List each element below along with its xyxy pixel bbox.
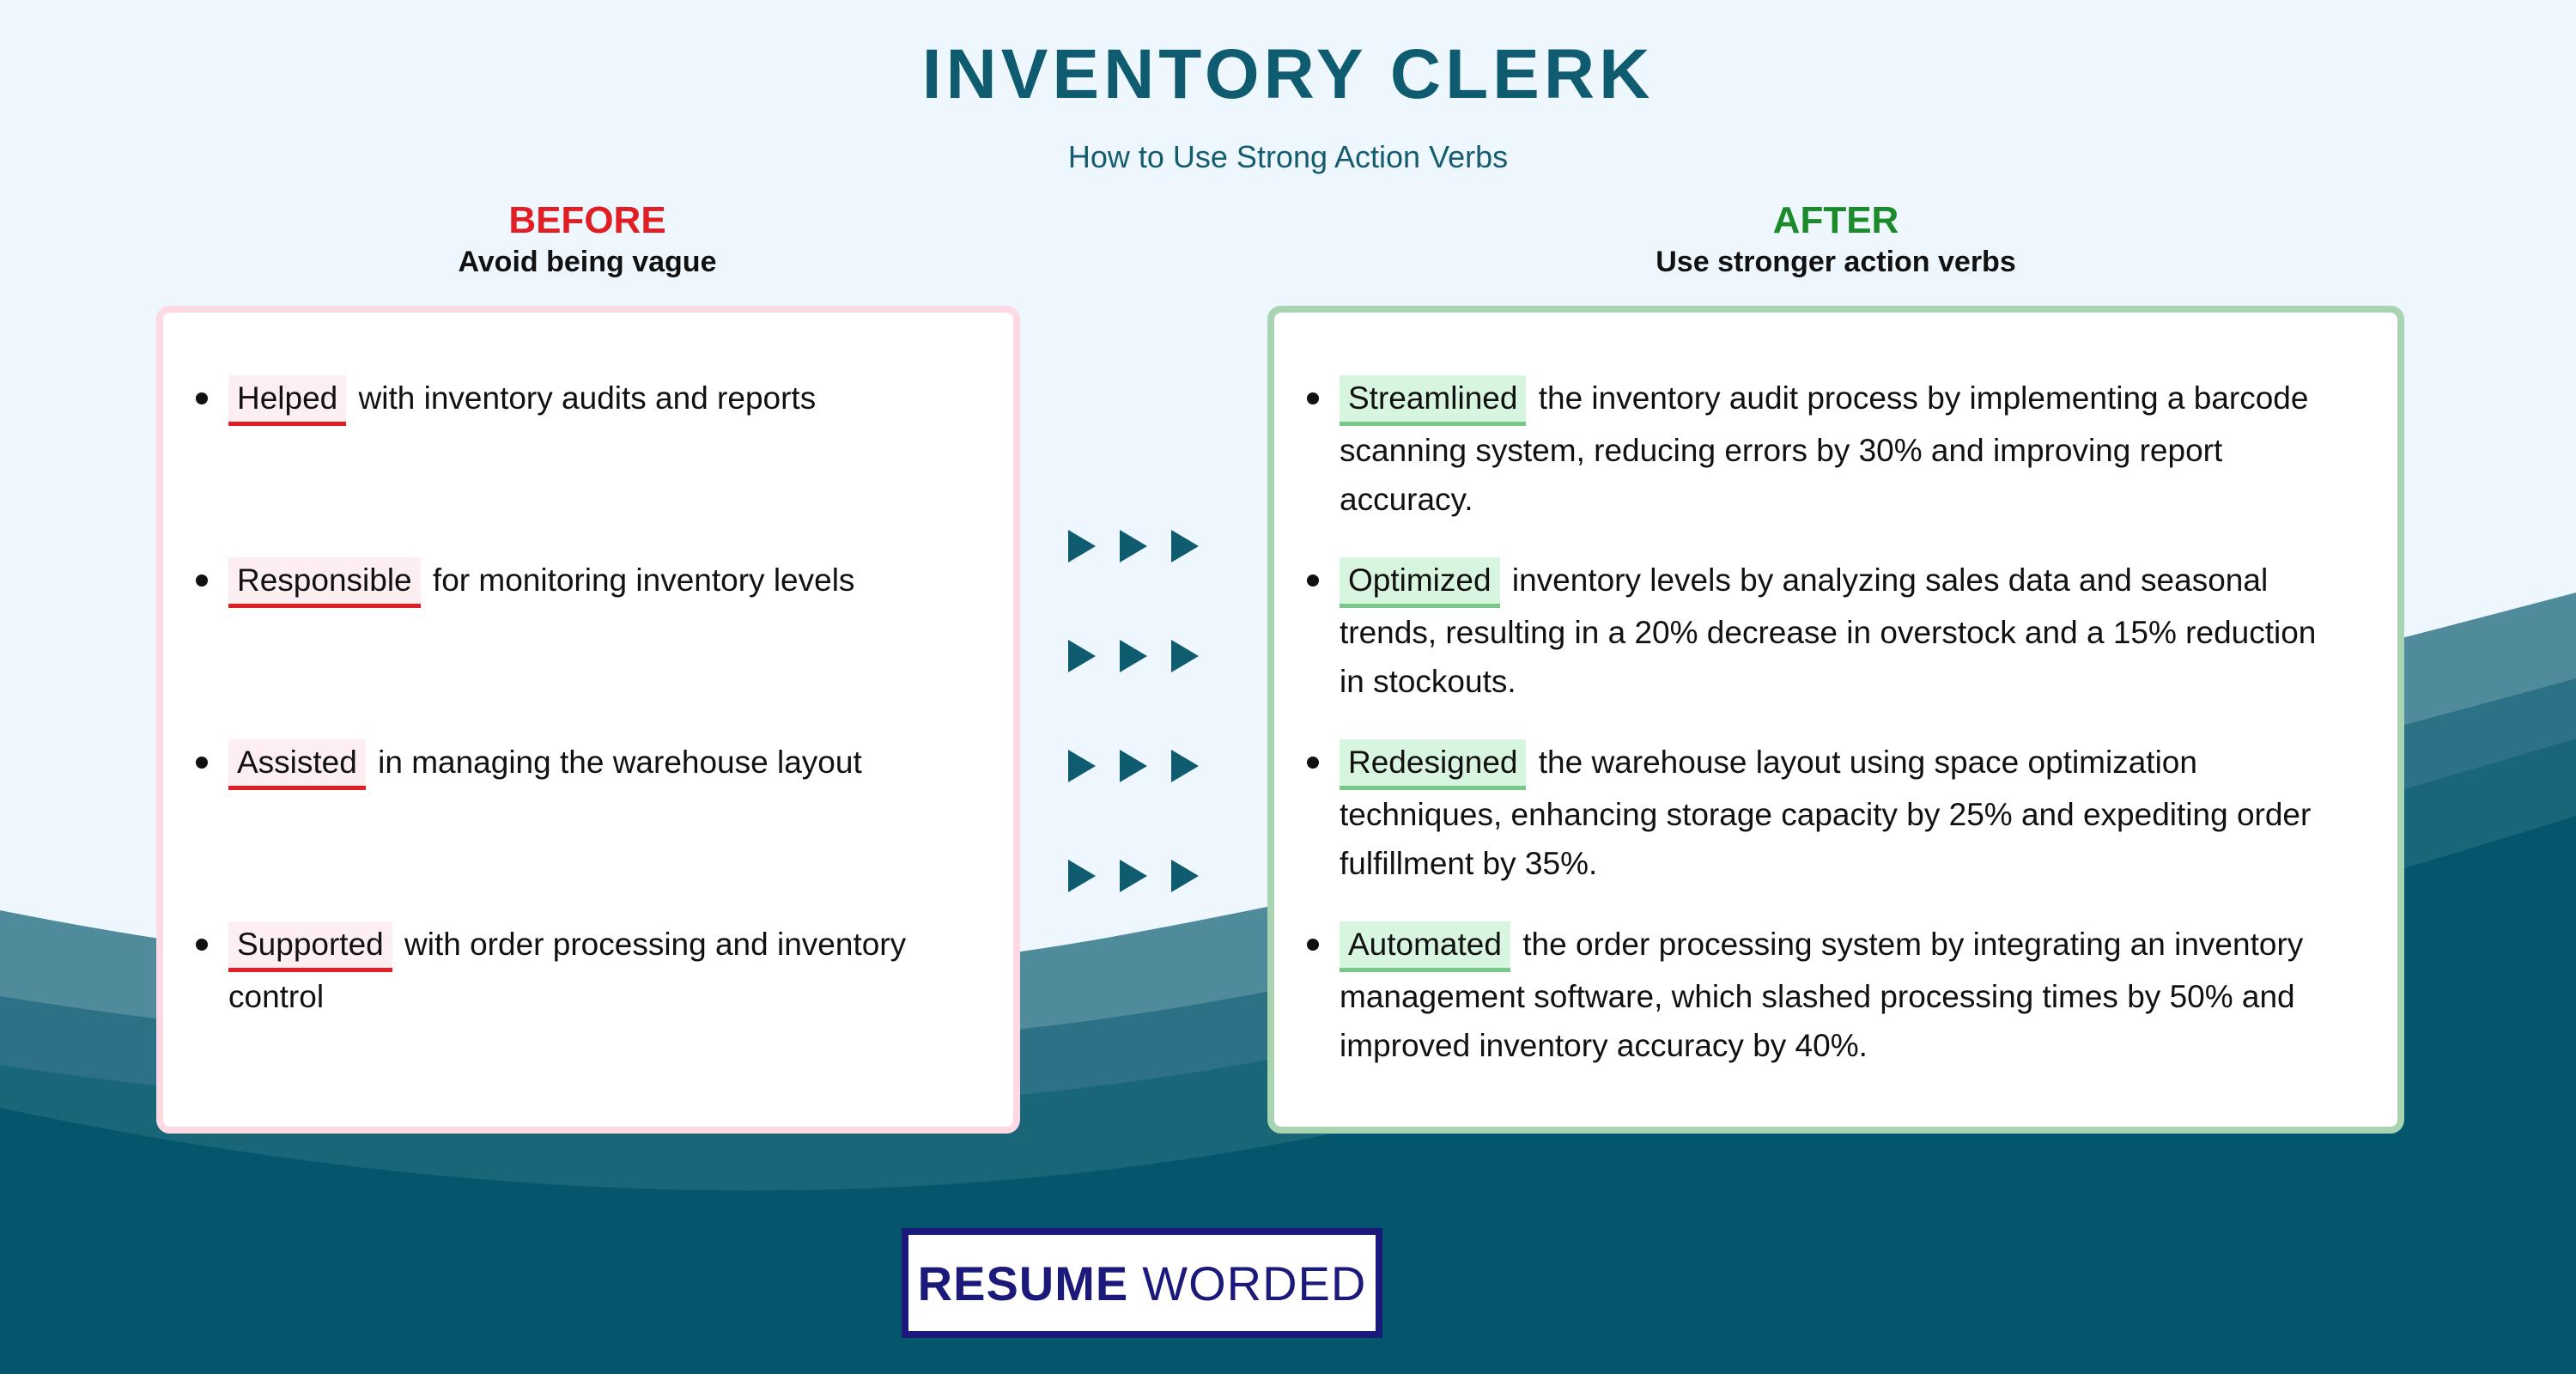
before-item (228, 556, 962, 608)
after-item (1340, 374, 2346, 524)
before-item (228, 374, 962, 426)
logo-regular: WORDED (1142, 1255, 1367, 1310)
triangle-arrow-icon (1120, 640, 1147, 672)
triangle-arrow-icon (1120, 750, 1147, 782)
before-subtitle: Avoid being vague (458, 246, 717, 278)
before-text: with inventory audits and reports (358, 380, 817, 416)
after-text: inventory levels by analyzing sales data and seasonal trends, resulting in a 20% decrease in overstock and a 15% reduction in stockouts. (1340, 562, 2317, 699)
after-verb: Redesigned (1340, 739, 1526, 790)
logo-bold: RESUME (917, 1255, 1129, 1310)
page-subtitle: How to Use Strong Action Verbs (1067, 139, 1509, 174)
after-verb: Streamlined (1340, 375, 1526, 426)
after-item (1340, 556, 2346, 706)
triangle-arrow-icon (1120, 860, 1147, 892)
triangle-arrow-icon (1171, 860, 1199, 892)
triangle-arrow-icon (1171, 640, 1199, 672)
after-verb: Automated (1340, 921, 1510, 972)
before-item (228, 738, 962, 790)
before-text: with order processing and inventory control (228, 927, 907, 1014)
triangle-arrow-icon (1068, 640, 1096, 672)
before-heading (156, 199, 1018, 279)
triangle-arrow-icon (1068, 530, 1096, 562)
after-tag: AFTER (1772, 199, 1899, 241)
after-item (1340, 738, 2346, 888)
before-item (228, 920, 962, 1021)
before-verb: Responsible (228, 557, 421, 608)
before-card (156, 306, 1020, 1134)
after-heading (1267, 199, 2404, 279)
triangle-arrow-icon (1171, 750, 1199, 782)
triangle-arrow-icon (1171, 530, 1199, 562)
triangle-arrow-icon (1068, 750, 1096, 782)
before-tag: BEFORE (508, 199, 666, 241)
after-text: the inventory audit process by implementing a barcode scanning system, reducing errors by 30% and improving report accuracy. (1340, 380, 2309, 517)
after-card (1267, 306, 2404, 1134)
after-text: the order processing system by integrating an inventory management software, which slashed processing times by 50% and improved inventory accuracy by 40%. (1340, 927, 2304, 1063)
after-verb: Optimized (1340, 557, 1500, 608)
after-subtitle: Use stronger action verbs (1656, 246, 2016, 278)
resume-worded-logo (902, 1228, 1382, 1338)
triangle-arrow-icon (1068, 860, 1096, 892)
before-verb: Assisted (228, 739, 366, 790)
before-text: in managing the warehouse layout (378, 745, 862, 780)
after-item (1340, 920, 2346, 1070)
before-verb: Helped (228, 375, 346, 426)
after-text: the warehouse layout using space optimization techniques, enhancing storage capacity by 25% and expediting order fulfillment by 35%. (1340, 745, 2312, 881)
triangle-arrow-icon (1120, 530, 1147, 562)
page-title: INVENTORY CLERK (921, 35, 1655, 113)
before-verb: Supported (228, 921, 392, 972)
before-text: for monitoring inventory levels (432, 562, 855, 598)
